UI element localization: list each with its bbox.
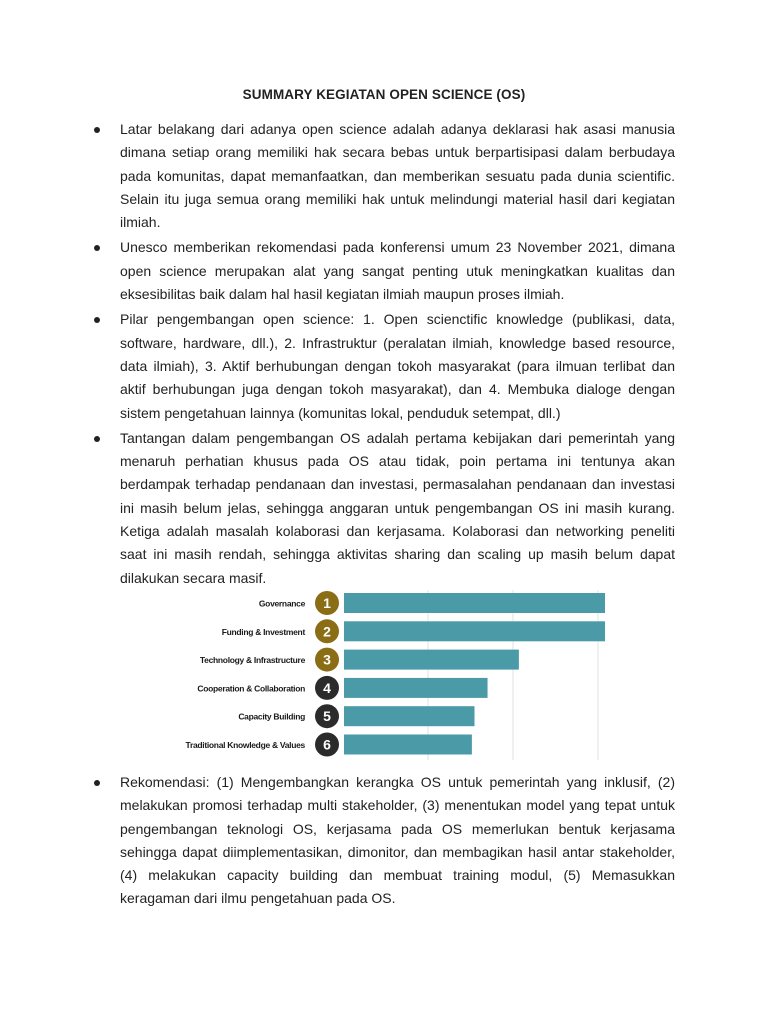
rank-number: 3 xyxy=(323,651,331,668)
bar xyxy=(344,678,488,698)
bullet-dot xyxy=(94,780,100,786)
bullet-text: Unesco memberikan rekomendasi pada konferensi umum 23 November 2021, dimana open science merupakan alat yang sangat penting utuk meningkatkan kualitas dan eksesibilitas baik dalam hal hasil kegiatan ilmiah maupun proses ilmiah. xyxy=(120,239,675,303)
bullet-item xyxy=(92,308,675,424)
rank-number: 4 xyxy=(323,679,331,696)
bullet-text: Pilar pengembangan open science: 1. Open scienctific knowledge (publikasi, data, software, hardware, dll.), 2. Infrastruktur (peralatan ilmiah, knowledge based resource, data ilmiah), 3. Aktif berhubungan dengan tokoh masyarakat (para ilmuan terlibat dan aktif berhubungan juga dengan tokoh masyarakat), dan 4. Membuka dialoge dengan sistem pengetahuan lainnya (komunitas lokal, penduduk setempat, dll.) xyxy=(120,311,675,421)
bullet-dot xyxy=(94,245,100,251)
bullet-text: Latar belakang dari adanya open science adalah adanya deklarasi hak asasi manusia dimana setiap orang memiliki hak secara bebas untuk berpartisipasi dalam berbudaya pada komunitas, dapat memanfaatkan, dan memberikan sesuatu pada dunia scientific. Selain itu juga semua orang memiliki hak untuk melindungi material hasil dari kegiatan ilmiah. xyxy=(120,121,675,231)
rank-number: 5 xyxy=(323,708,331,725)
document-title: SUMMARY KEGIATAN OPEN SCIENCE (OS) xyxy=(242,87,526,102)
bar xyxy=(344,735,472,755)
category-label: Technology & Infrastructure xyxy=(199,655,305,666)
category-label: Traditional Knowledge & Values xyxy=(185,740,305,750)
bullet-list xyxy=(92,118,675,592)
rank-number: 2 xyxy=(323,623,331,640)
bullet-text: Rekomendasi: (1) Mengembangkan kerangka OS untuk pemerintah yang inklusif, (2) melakukan promosi terhadap multi stakeholder, (3) menentukan model yang tepat untuk pengembangan teknologi OS, kerjasama pada OS memerlukan bentuk kerjasama sehingga dapat diimplementasikan, dimonitor, dan membagikan hasil antar stakeholder, (4) melakukan capacity building dan membuat training modul, (5) Memasukkan keragaman dari ilmu pengetahuan pada OS. xyxy=(120,774,675,907)
bullet-item xyxy=(92,118,675,234)
bar xyxy=(344,621,605,641)
os-challenges-bar-chart xyxy=(0,588,768,768)
bullet-text: Tantangan dalam pengembangan OS adalah pertama kebijakan dari pemerintah yang menaruh perhatian khusus pada OS atau tidak, poin pertama ini tentunya akan berdampak terhadap pendanaan dan investasi, permasalahan pendanaan dan investasi ini masih belum jelas, sehingga anggaran untuk pengembangan OS ini masih kurang. Ketiga adalah masalah kolaborasi dan kerjasama. Kolaborasi dan networking peneliti saat ini masih rendah, sehingga aktivitas sharing dan scaling up masih belum dapat dilakukan secara masif. xyxy=(120,429,675,586)
category-label: Cooperation & Collaboration xyxy=(197,683,305,694)
bullet-item xyxy=(92,427,675,590)
category-label: Capacity Building xyxy=(238,711,305,722)
bar xyxy=(344,706,475,726)
bullet-item xyxy=(92,771,675,911)
bar xyxy=(344,650,519,670)
rank-number: 1 xyxy=(323,595,331,611)
category-label: Funding & Investment xyxy=(221,626,305,637)
bullet-dot xyxy=(94,436,100,442)
rank-number: 6 xyxy=(323,736,331,753)
bullet-list-recommendations xyxy=(92,771,675,913)
bar xyxy=(344,593,605,613)
bullet-item xyxy=(92,236,675,306)
bullet-dot xyxy=(94,127,100,133)
category-label: Governance xyxy=(258,598,305,609)
bullet-dot xyxy=(94,317,100,323)
